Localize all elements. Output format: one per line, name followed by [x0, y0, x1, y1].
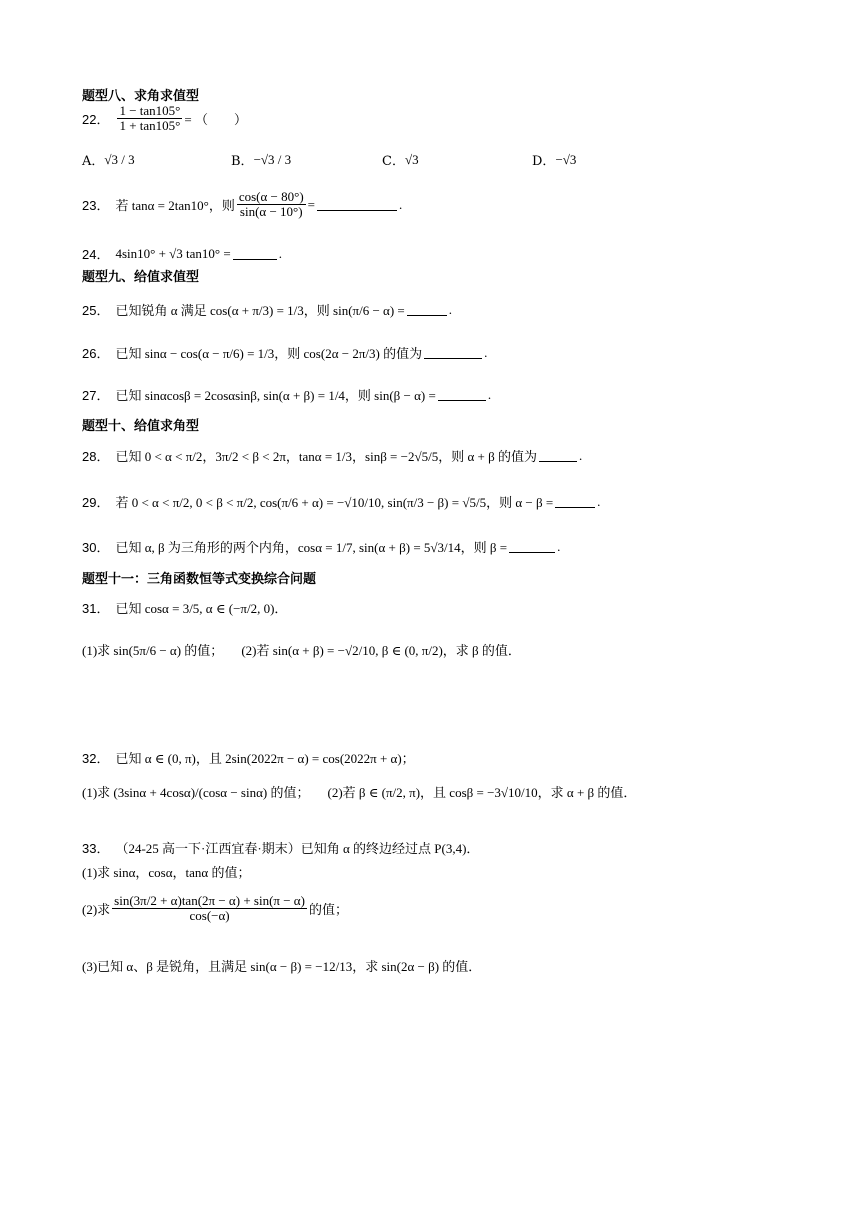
problem-text: =	[307, 196, 316, 212]
problem-33	[82, 838, 479, 857]
answer-blank[interactable]	[424, 346, 482, 359]
answer-blank[interactable]	[407, 303, 447, 316]
answer-blank[interactable]	[509, 540, 555, 553]
problem-number: 28．	[82, 449, 110, 464]
problem-number: 32．	[82, 751, 110, 766]
problem-number: 24．	[82, 247, 110, 262]
answer-blank[interactable]	[555, 495, 595, 508]
problem-32	[82, 748, 415, 767]
option-label: B．	[231, 154, 254, 169]
problem-text: 已知锐角 α 满足 cos(α + π/3) = 1/3，则 sin(π/6 − α) =	[115, 303, 405, 318]
subquestion-1: (1)求 (3sinα + 4cosα)/(cosα − sinα) 的值；	[82, 785, 310, 800]
problem-33-q2	[82, 894, 348, 923]
option-label: C．	[382, 154, 405, 169]
subquestion-2: (2)若 sin(α + β) = −√2/10, β ∈ (0, π/2)，求 β 的值．	[241, 643, 521, 658]
answer-blank[interactable]	[233, 247, 277, 260]
problem-number: 26．	[82, 346, 110, 361]
problem-26: 26． 已知 sinα − cos(α − π/6) = 1/3，则 cos(2α − 2π/3) 的值为 .	[82, 344, 488, 361]
numerator: sin(3π/2 + α)tan(2π − α) + sin(π − α)	[114, 893, 305, 908]
problem-text: 已知 0 < α < π/2，3π/2 < β < 2π，tanα = 1/3，sinβ = −2√5/5，则 α + β 的值为	[115, 449, 537, 464]
problem-24: 24． 4sin10° + √3 tan10° = .	[82, 245, 282, 262]
problem-28: 28． 已知 0 < α < π/2，3π/2 < β < 2π，tanα = 1/3，sinβ = −2√5/5，则 α + β 的值为 .	[82, 447, 583, 464]
answer-blank[interactable]	[539, 449, 577, 462]
problem-number: 22．	[82, 112, 110, 127]
problem-text: 若 tanα = 2tan10°，则	[115, 198, 235, 213]
problem-number: 25．	[82, 303, 110, 318]
option-d[interactable]	[532, 150, 576, 169]
answer-blank[interactable]	[438, 388, 486, 401]
problem-25: 25． 已知锐角 α 满足 cos(α + π/3) = 1/3，则 sin(π/6 − α) = .	[82, 301, 453, 318]
problem-number: 33．	[82, 841, 110, 856]
denominator: sin(α − 10°)	[239, 204, 303, 219]
denominator: cos(−α)	[189, 908, 230, 923]
fraction	[112, 894, 307, 923]
problem-text: 若 0 < α < π/2, 0 < β < π/2, cos(π/6 + α) = −√10/10, sin(π/3 − β) = √5/5，则 α − β =	[115, 495, 554, 510]
problem-29: 29． 若 0 < α < π/2, 0 < β < π/2, cos(π/6 + α) = −√10/10, sin(π/3 − β) = √5/5，则 α − β = .	[82, 493, 601, 510]
section-title-9: 题型九、给值求值型	[82, 270, 200, 285]
problem-number: 31．	[82, 601, 110, 616]
problem-31	[82, 598, 287, 617]
option-a[interactable]	[82, 150, 135, 169]
option-value: √3	[404, 151, 419, 167]
fraction	[237, 190, 306, 219]
problem-31-parts	[82, 640, 521, 659]
option-label: A．	[82, 154, 105, 169]
problem-text: 4sin10° + √3 tan10° =	[115, 245, 231, 261]
answer-blank[interactable]	[317, 198, 397, 211]
fraction	[117, 104, 182, 133]
problem-32-parts	[82, 782, 636, 801]
section-title-10: 题型十、给值求角型	[82, 419, 200, 434]
problem-text: 已知 sinα − cos(α − π/6) = 1/3，则 cos(2α − 2π/3) 的值为	[115, 346, 423, 361]
problem-text: （24-25 高一下·江西宜春·期末）已知角 α 的终边经过点 P(3,4)．	[115, 841, 480, 856]
problem-22	[82, 104, 247, 133]
numerator: 1 − tan105°	[119, 103, 181, 118]
subquestion-3: (3)已知 α、β 是锐角，且满足 sin(α − β) = −12/13，求 sin(2α − β) 的值．	[82, 959, 482, 974]
problem-text: 已知 α ∈ (0, π)，且 2sin(2022π − α) = cos(2022π + α)；	[115, 751, 415, 766]
subquestion-2: (2)若 β ∈ (π/2, π)，且 cosβ = −3√10/10，求 α + β 的值．	[327, 785, 637, 800]
problem-33-q3	[82, 956, 481, 975]
problem-number: 23．	[82, 198, 110, 213]
problem-30: 30． 已知 α, β 为三角形的两个内角，cosα = 1/7, sin(α + β) = 5√3/14，则 β = .	[82, 538, 561, 555]
answer-bracket: = （ ）	[184, 112, 247, 127]
problem-number: 29．	[82, 495, 110, 510]
numerator: cos(α − 80°)	[238, 189, 304, 204]
subquestion-2-tail: 的值；	[308, 902, 348, 917]
problem-23: 23． 若 tanα = 2tan10°，则 $\frac{\cos(\alpha - 80^\circ)}{\sin(\alpha - 10^\circ)}$ = .	[82, 189, 403, 219]
problem-text: 已知 α, β 为三角形的两个内角，cosα = 1/7, sin(α + β) = 5√3/14，则 β =	[115, 540, 508, 555]
option-b[interactable]	[231, 150, 291, 169]
section-title-11: 题型十一：三角函数恒等式变换综合问题	[82, 572, 317, 587]
problem-33-q1	[82, 862, 250, 881]
option-label: D．	[532, 154, 556, 169]
problem-number: 27．	[82, 388, 110, 403]
problem-number: 30．	[82, 540, 110, 555]
subquestion-1: (1)求 sinα，cosα，tanα 的值；	[82, 865, 251, 880]
subquestion-2-label: (2)求	[82, 902, 111, 917]
problem-27: 27． 已知 sinαcosβ = 2cosαsinβ, sin(α + β) = 1/4，则 sin(β − α) = .	[82, 386, 492, 403]
subquestion-1: (1)求 sin(5π/6 − α) 的值；	[82, 643, 224, 658]
problem-text: 已知 sinαcosβ = 2cosαsinβ, sin(α + β) = 1/4，则 sin(β − α) =	[115, 388, 436, 403]
option-value: −√3 / 3	[253, 151, 292, 167]
denominator: 1 + tan105°	[119, 118, 181, 133]
section-title-8: 题型八、求角求值型	[82, 89, 200, 104]
option-c[interactable]	[382, 150, 419, 169]
option-value: −√3	[555, 151, 577, 167]
option-value: √3 / 3	[104, 151, 135, 167]
problem-text: 已知 cosα = 3/5, α ∈ (−π/2, 0)．	[115, 601, 288, 616]
